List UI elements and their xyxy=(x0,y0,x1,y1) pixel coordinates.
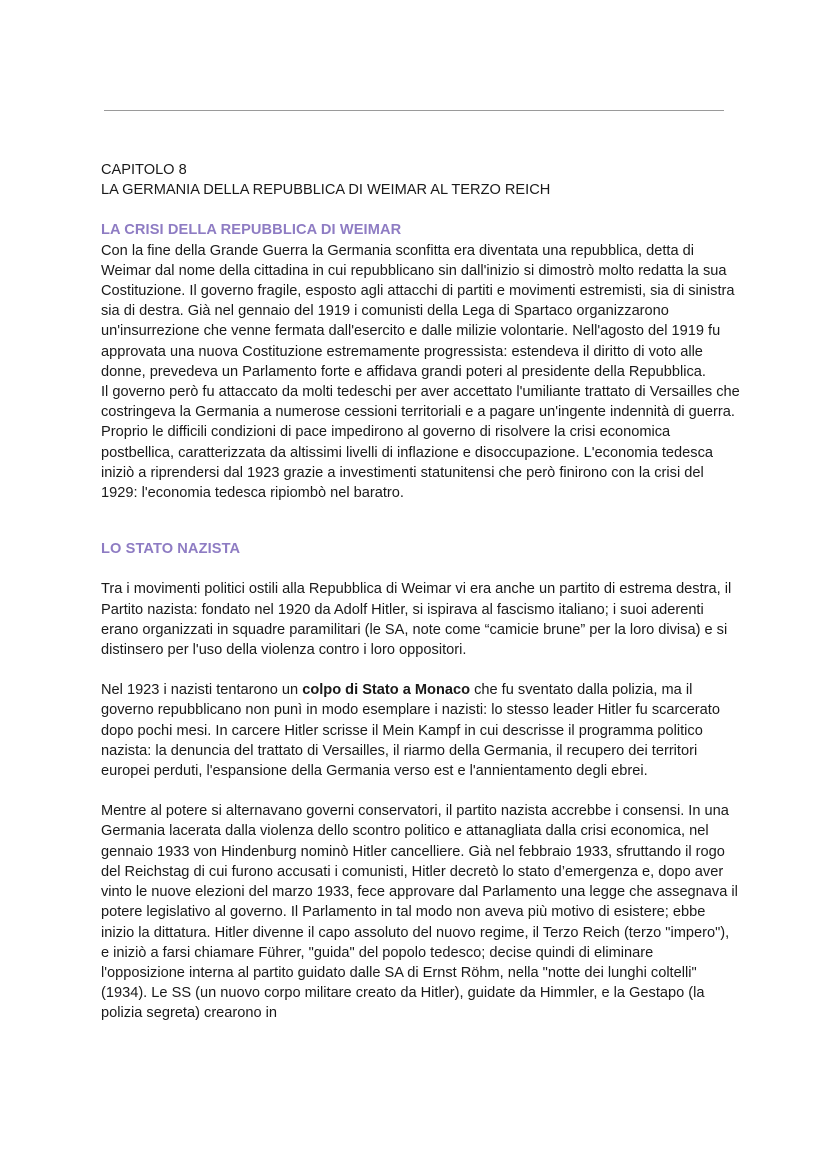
chapter-header xyxy=(101,160,741,200)
paragraph-weimar-2: Il governo però fu attaccato da molti tedeschi per aver accettato l'umiliante trattato di Versailles che costringeva la Germania a numerose cessioni territoriali e a pagare un'ingente indennità di guerra. Proprio le difficili condizioni di pace impedirono al governo di risolvere la crisi economica postbellica, caratterizzata da altissimi livelli di inflazione e disoccupazione. L'economia tedesca iniziò a riprendersi dal 1923 grazie a investimenti statunitensi che però finirono con la crisi del 1929: l'economia tedesca ripiombò nel baratro. xyxy=(101,384,740,502)
paragraph-nazi-2-end: che fu sventato dalla polizia, ma il governo repubblicano non punì in modo esemplare i nazisti: lo stesso leader Hitler fu scarcerato dopo pochi mesi. In carcere Hitler scrisse il Mein Kampf in cui descrisse il programma politico nazista: la denuncia del trattato di Versailles, il riarmo della Germania, il recupero dei territori europei perduti, l'espansione della Germania verso est e l'annientamento degli ebrei. xyxy=(101,682,720,780)
paragraph-nazi-2-start: Nel 1923 i nazisti tentarono un xyxy=(101,682,303,699)
paragraph-nazi-1: Tra i movimenti politici ostili alla Repubblica di Weimar vi era anche un partito di estrema destra, il Partito nazista: fondato nel 1920 da Adolf Hitler, si ispirava al fascismo italiano; i suoi aderenti erano organizzati in squadre paramilitari (le SA, note come “camicie brune” per la loro divisa) e si distinsero per l'uso della violenza contro i loro oppositori. xyxy=(101,581,732,659)
document-body xyxy=(101,160,741,1024)
top-divider xyxy=(104,110,724,111)
paragraph-nazi-3: Mentre al potere si alternavano governi conservatori, il partito nazista accrebbe i consensi. In una Germania lacerata dalla violenza dello scontro politico e attanagliata dalla crisi economica, nel gennaio 1933 von Hindenburg nominò Hitler cancelliere. Già nel febbraio 1933, sfruttando il rogo del Reichstag di cui furono accusati i comunisti, Hitler decretò lo stato d’emergenza e, dopo aver vinto le nuove elezioni del marzo 1933, fece approvare dal Parlamento una legge che assegnava il potere legislativo al governo. Il Parlamento in tal modo non aveva più motivo di esistere; ebbe inizio la dittatura. Hitler divenne il capo assoluto del nuovo regime, il Terzo Reich (terzo "impero"), e iniziò a farsi chiamare Führer, "guida" del popolo tedesco; decise quindi di eliminare l'opposizione interna al partito guidato dalle SA di Ernst Röhm, nella "notte dei lunghi coltelli" (1934). Le SS (un nuovo corpo militare creato da Hitler), guidate da Himmler, e la Gestapo (la polizia segreta) crearono in xyxy=(101,803,738,1022)
chapter-title: LA GERMANIA DELLA REPUBBLICA DI WEIMAR AL TERZO REICH xyxy=(101,182,551,199)
section-heading-nazi-state: LO STATO NAZISTA xyxy=(101,541,241,558)
paragraph-nazi-2 xyxy=(101,680,741,781)
paragraph-nazi-2-bold: colpo di Stato a Monaco xyxy=(302,682,471,699)
paragraph-weimar-1: Con la fine della Grande Guerra la Germania sconfitta era diventata una repubblica, detta di Weimar dal nome della cittadina in cui repubblicano sin dall'inizio si dimostrò molto redatta la sua Costituzione. Il governo fragile, esposto agli attacchi di partiti e movimenti estremisti, sia di sinistra sia di destra. Già nel gennaio del 1919 i comunisti della Lega di Spartaco organizzarono un'insurrezione che venne fermata dall'esercito e dalle milizie volontarie. Nell'agosto del 1919 fu approvata una nuova Costituzione estremamente progressista: estendeva il diritto di voto alle donne, prevedeva un Parlamento forte e affidava grandi poteri al presidente della Repubblica. xyxy=(101,242,735,380)
chapter-number: CAPITOLO 8 xyxy=(101,162,187,178)
section-heading-weimar-crisis: LA CRISI DELLA REPUBBLICA DI WEIMAR xyxy=(101,222,402,239)
